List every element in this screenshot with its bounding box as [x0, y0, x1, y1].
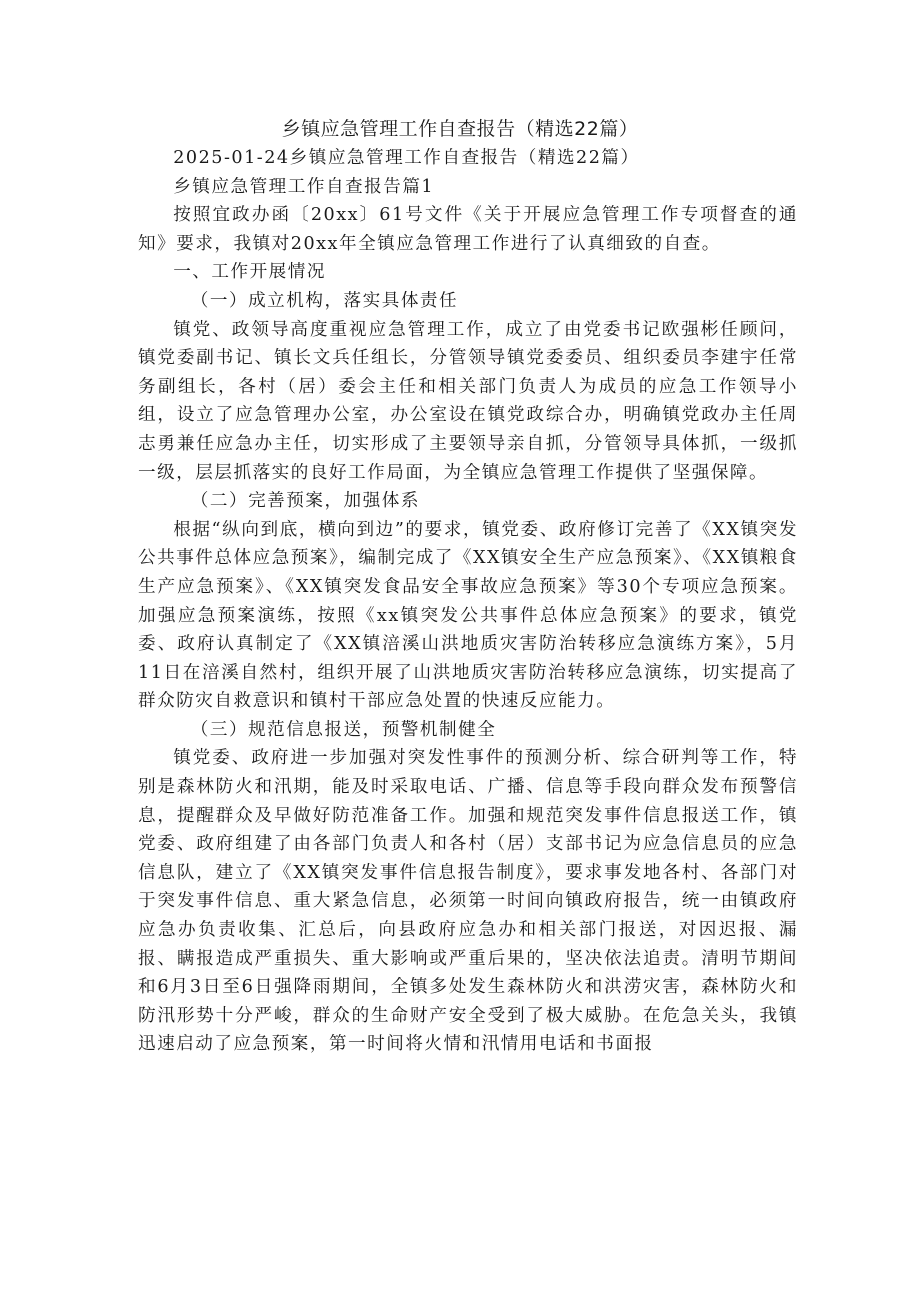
paragraph-3: 镇党委、政府进一步加强对突发性事件的预测分析、综合研判等工作，特别是森林防火和汛期，能及时采取电话、广播、信息等手段向群众发布预警信息，提醒群众及早做好防范准备工作。加强和规范突发事件信息报送工作，镇党委、政府组建了由各部门负责人和各村（居）支部书记为应急信息员的应急信息队，建立了《XX镇突发事件信息报告制度》，要求事发地各村、各部门对于突发事件信息、重大紧急信息，必须第一时间向镇政府报告，统一由镇政府应急办负责收集、汇总后，向县政府应急办和相关部门报送，对因迟报、漏报、瞒报造成严重损失、重大影响或严重后果的，坚决依法追责。清明节期间和6月3日至6日强降雨期间，全镇多处发生森林防火和洪涝灾害，森林防火和防汛形势十分严峻，群众的生命财产安全受到了极大威胁。在危急关头，我镇迅速启动了应急预案，第一时间将火情和汛情用电话和书面报 — [138, 748, 798, 1055]
paragraph-2: 根据“纵向到底，横向到边”的要求，镇党委、政府修订完善了《XX镇突发公共事件总体应急预案》，编制完成了《XX镇安全生产应急预案》、《XX镇粮食生产应急预案》、《XX镇突发食品安全事故应急预案》等30个专项应急预案。加强应急预案演练，按照《xx镇突发公共事件总体应急预案》的要求，镇党委、政府认真制定了《XX镇涪溪山洪地质灾害防治转移应急演练方案》，5月11日在涪溪自然村，组织开展了山洪地质灾害防治转移应急演练，切实提高了群众防灾自救意识和镇村干部应急处置的快速反应能力。 — [138, 519, 798, 712]
subheading-1: （一）成立机构，落实具体责任 — [190, 290, 459, 311]
paragraph-intro: 按照宜政办函〔20xx〕61号文件《关于开展应急管理工作专项督查的通知》要求，我镇对20xx年全镇应急管理工作进行了认真细致的自查。 — [138, 205, 798, 254]
date-title-line: 2025-01-24乡镇应急管理工作自查报告（精选22篇） — [173, 148, 640, 168]
section-heading: 乡镇应急管理工作自查报告篇1 — [173, 176, 435, 197]
subheading-2: （二）完善预案，加强体系 — [190, 491, 420, 512]
heading-work-status: 一、工作开展情况 — [173, 262, 326, 283]
document-body — [138, 144, 798, 1059]
paragraph-1: 镇党、政领导高度重视应急管理工作，成立了由党委书记欧强彬任顾问，镇党委副书记、镇长文兵任组长，分管领导镇党委委员、组织委员李建宇任常务副组长，各村（居）委会主任和相关部门负责人为成员的应急工作领导小组，设立了应急管理办公室，办公室设在镇党政综合办，明确镇党政办主任周志勇兼任应急办主任，切实形成了主要领导亲自抓，分管领导具体抓，一级抓一级，层层抓落实的良好工作局面，为全镇应急管理工作提供了坚强保障。 — [138, 319, 798, 483]
subheading-3: （三）规范信息报送，预警机制健全 — [190, 719, 497, 740]
document-title: 乡镇应急管理工作自查报告（精选22篇） — [281, 118, 639, 140]
